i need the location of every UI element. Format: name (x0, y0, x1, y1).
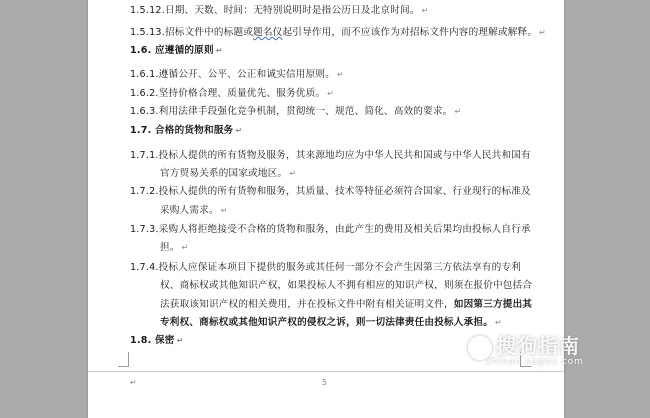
watermark: 搜狗指南 (468, 330, 580, 360)
doc-line-1-6-2: 1.6.2.坚持价格合理、质量优先、服务优质。 ↵ (130, 88, 335, 99)
doc-line-1-7-4: 1.7.4.投标人应保证本项目下提供的服务或其任何一部分不会产生因第三方依法享有的专利 (130, 262, 522, 273)
doc-line-1-7-1: 1.7.1.投标人提供的所有货物及服务，其来源地均应为中华人民共和国或与中华人民共和国有 (130, 150, 531, 161)
doc-line-1-7-1-cont: 官方贸易关系的国家或地区。 ↵ (160, 168, 297, 179)
sogou-logo-icon (468, 336, 492, 360)
heading-1-7: 1.7. 合格的货物和服务 ↵ (130, 125, 243, 136)
doc-line-1-7-3-cont: 担。 ↵ (160, 242, 189, 253)
heading-1-6: 1.6. 应遵循的原则 ↵ (130, 45, 223, 56)
footer-paragraph-mark: ↵ (130, 378, 137, 387)
doc-line-1-7-4-cont-3: 专利权、商标权或其他知识产权的侵权之诉，则一切法律责任由投标人承担。 ↵ (160, 317, 502, 328)
doc-line-1-7-2: 1.7.2.投标人提供的所有货物和服务，其质量、技术等特征必须符合国家、行业现行的标准及 (130, 186, 531, 197)
heading-1-8: 1.8. 保密 ↵ (130, 335, 184, 346)
watermark-url: zhinan.sogou.com (486, 357, 584, 367)
crop-mark-left (118, 352, 129, 367)
page-number: 5 (322, 378, 328, 387)
page-break-line (88, 371, 564, 372)
spellcheck-underline: 题名仪 (253, 27, 283, 38)
doc-line-1-6-3: 1.6.3.利用法律手段强化竞争机制，贯彻统一、规范、简化、高效的要求。 ↵ (130, 106, 462, 117)
doc-line-1-5-13: 1.5.13.招标文件中的标题或题名仪起引导作用，而不应该作为对招标文件内容的理解或解释。 ↵ (130, 27, 547, 38)
doc-line-1-7-4-cont-2: 法获取该知识产权的相关费用，并在投标文件中附有相关证明文件，如因第三方提出其 (160, 299, 533, 310)
doc-line-1-7-3: 1.7.3.采购人将拒绝接受不合格的货物和服务，由此产生的费用及相关后果均由投标人自行承 (130, 224, 531, 235)
doc-line-1-7-4-cont-1: 权、商标权或其他知识产权，如果投标人不拥有相应的知识产权，则须在报价中包括合 (160, 280, 533, 291)
doc-line-1-6-1: 1.6.1.遵循公开、公平、公正和诚实信用原则。 ↵ (130, 69, 344, 80)
doc-line-1-7-2-cont: 采购人需求。 ↵ (160, 205, 228, 216)
doc-line-1-5-12: 1.5.12.日期、天数、时间：无特别说明时是指公历日及北京时间。 ↵ (130, 5, 429, 16)
